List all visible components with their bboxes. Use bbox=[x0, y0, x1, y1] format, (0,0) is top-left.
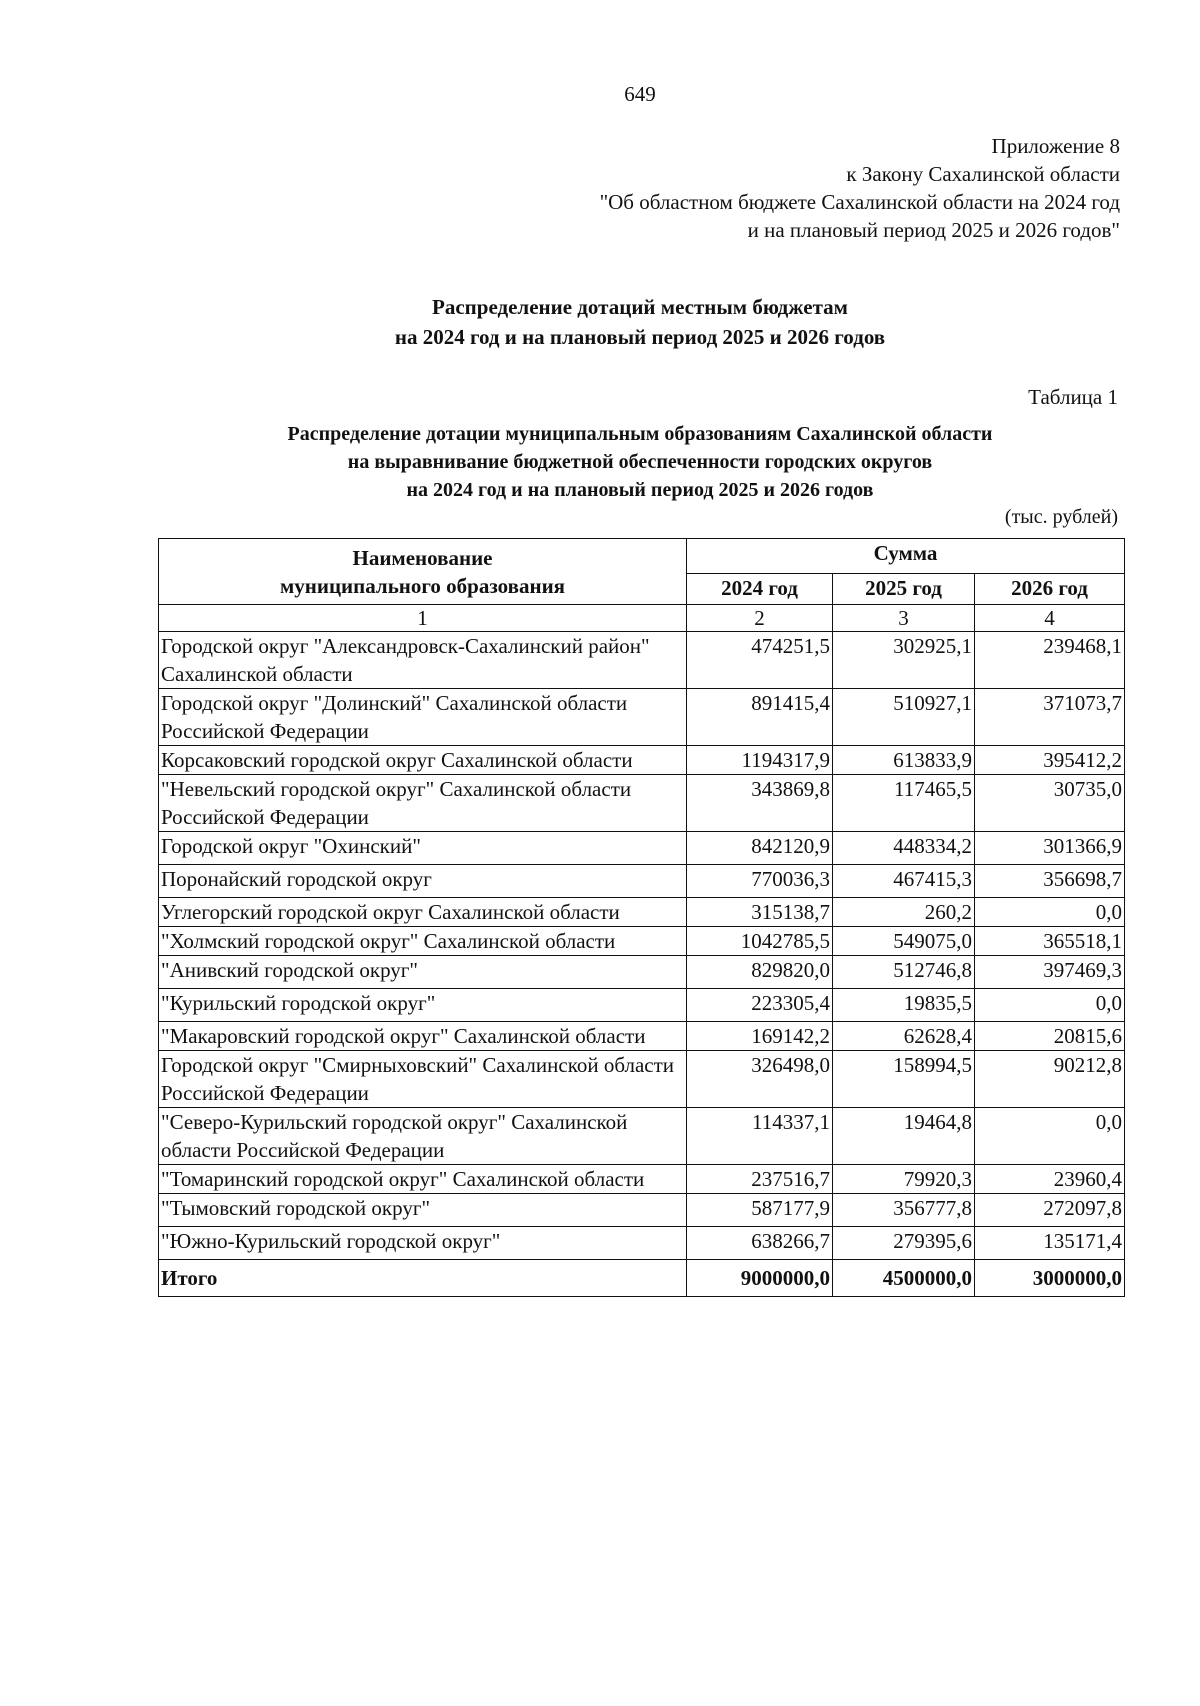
header-name bbox=[159, 539, 687, 605]
table-title-line: Распределение дотации муниципальным образованиям Сахалинской области bbox=[287, 423, 993, 445]
table-label: Таблица 1 bbox=[1028, 385, 1118, 409]
value-2026: 20815,6 bbox=[975, 1022, 1125, 1051]
table-row bbox=[159, 1108, 1125, 1165]
appendix-header bbox=[600, 132, 1120, 244]
table-row bbox=[159, 1165, 1125, 1194]
value-2026: 365518,1 bbox=[975, 927, 1125, 956]
value-2025: 62628,4 bbox=[833, 1022, 975, 1051]
value-2024: 891415,4 bbox=[687, 689, 833, 746]
municipality-name: Городской округ "Долинский" Сахалинской области Российской Федерации bbox=[159, 689, 687, 746]
value-2024: 1042785,5 bbox=[687, 927, 833, 956]
header-year: 2024 год bbox=[687, 574, 833, 605]
header-name-line: муниципального образования bbox=[279, 573, 566, 598]
municipality-name: "Тымовский городской округ" bbox=[159, 1194, 687, 1227]
appendix-line: к Закону Сахалинской области bbox=[846, 162, 1120, 186]
appendix-line: Приложение 8 bbox=[991, 134, 1120, 158]
table-title bbox=[0, 420, 1200, 504]
value-2026: 272097,8 bbox=[975, 1194, 1125, 1227]
table-title-line: на 2024 год и на плановый период 2025 и 2026 годов bbox=[406, 479, 874, 501]
table-row bbox=[159, 956, 1125, 989]
municipality-name: Городской округ "Охинский" bbox=[159, 832, 687, 865]
header-year: 2026 год bbox=[975, 574, 1125, 605]
main-title-line: Распределение дотаций местным бюджетам bbox=[432, 295, 848, 319]
table-row bbox=[159, 632, 1125, 689]
municipality-name: "Курильский городской округ" bbox=[159, 989, 687, 1022]
table-row bbox=[159, 775, 1125, 832]
value-2026: 356698,7 bbox=[975, 865, 1125, 898]
value-2025: 549075,0 bbox=[833, 927, 975, 956]
value-2025: 260,2 bbox=[833, 898, 975, 927]
municipality-name: Корсаковский городской округ Сахалинской области bbox=[159, 746, 687, 775]
value-2024: 587177,9 bbox=[687, 1194, 833, 1227]
value-2024: 829820,0 bbox=[687, 956, 833, 989]
total-row bbox=[159, 1260, 1125, 1297]
header-sum: Сумма bbox=[687, 539, 1125, 574]
table-row bbox=[159, 1022, 1125, 1051]
value-2026: 135171,4 bbox=[975, 1227, 1125, 1260]
value-2024: 315138,7 bbox=[687, 898, 833, 927]
value-2024: 237516,7 bbox=[687, 1165, 833, 1194]
header-name-line: Наименование bbox=[352, 545, 493, 570]
main-title-line: на 2024 год и на плановый период 2025 и 2026 годов bbox=[394, 325, 886, 349]
municipality-name: "Невельский городской округ" Сахалинской области Российской Федерации bbox=[159, 775, 687, 832]
value-2024: 169142,2 bbox=[687, 1022, 833, 1051]
municipality-name: "Макаровский городской округ" Сахалинской области bbox=[159, 1022, 687, 1051]
value-2024: 114337,1 bbox=[687, 1108, 833, 1165]
value-2026: 371073,7 bbox=[975, 689, 1125, 746]
value-2025: 19835,5 bbox=[833, 989, 975, 1022]
total-2024: 9000000,0 bbox=[687, 1260, 833, 1297]
value-2025: 613833,9 bbox=[833, 746, 975, 775]
value-2026: 90212,8 bbox=[975, 1051, 1125, 1108]
municipality-name: Городской округ "Александровск-Сахалинский район" Сахалинской области bbox=[159, 632, 687, 689]
value-2025: 117465,5 bbox=[833, 775, 975, 832]
value-2024: 326498,0 bbox=[687, 1051, 833, 1108]
municipality-name: Поронайский городской округ bbox=[159, 865, 687, 898]
table-row bbox=[159, 1051, 1125, 1108]
total-2026: 3000000,0 bbox=[975, 1260, 1125, 1297]
value-2026: 0,0 bbox=[975, 898, 1125, 927]
table-row bbox=[159, 927, 1125, 956]
main-title bbox=[0, 292, 1200, 352]
value-2024: 223305,4 bbox=[687, 989, 833, 1022]
value-2024: 474251,5 bbox=[687, 632, 833, 689]
table-row bbox=[159, 898, 1125, 927]
value-2024: 770036,3 bbox=[687, 865, 833, 898]
value-2024: 343869,8 bbox=[687, 775, 833, 832]
value-2026: 23960,4 bbox=[975, 1165, 1125, 1194]
value-2026: 30735,0 bbox=[975, 775, 1125, 832]
municipality-name: "Южно-Курильский городской округ" bbox=[159, 1227, 687, 1260]
municipality-name: "Холмский городской округ" Сахалинской области bbox=[159, 927, 687, 956]
column-number: 4 bbox=[975, 605, 1125, 632]
value-2024: 638266,7 bbox=[687, 1227, 833, 1260]
municipality-name: "Северо-Курильский городской округ" Сахалинской области Российской Федерации bbox=[159, 1108, 687, 1165]
value-2025: 512746,8 bbox=[833, 956, 975, 989]
value-2025: 158994,5 bbox=[833, 1051, 975, 1108]
municipality-name: Углегорский городской округ Сахалинской области bbox=[159, 898, 687, 927]
value-2025: 19464,8 bbox=[833, 1108, 975, 1165]
value-2025: 279395,6 bbox=[833, 1227, 975, 1260]
page-number: 649 bbox=[624, 82, 656, 106]
column-number: 3 bbox=[833, 605, 975, 632]
total-2025: 4500000,0 bbox=[833, 1260, 975, 1297]
value-2025: 356777,8 bbox=[833, 1194, 975, 1227]
table-row bbox=[159, 689, 1125, 746]
value-2024: 1194317,9 bbox=[687, 746, 833, 775]
municipality-name: "Анивский городской округ" bbox=[159, 956, 687, 989]
appendix-line: "Об областном бюджете Сахалинской области на 2024 год bbox=[599, 190, 1120, 214]
table-row bbox=[159, 1227, 1125, 1260]
value-2025: 510927,1 bbox=[833, 689, 975, 746]
column-number: 2 bbox=[687, 605, 833, 632]
value-2026: 0,0 bbox=[975, 989, 1125, 1022]
units-label: (тыс. рублей) bbox=[1004, 506, 1118, 528]
value-2026: 0,0 bbox=[975, 1108, 1125, 1165]
value-2025: 302925,1 bbox=[833, 632, 975, 689]
table-row bbox=[159, 746, 1125, 775]
value-2025: 79920,3 bbox=[833, 1165, 975, 1194]
value-2026: 239468,1 bbox=[975, 632, 1125, 689]
table-title-line: на выравнивание бюджетной обеспеченности городских округов bbox=[347, 451, 933, 473]
value-2024: 842120,9 bbox=[687, 832, 833, 865]
value-2026: 301366,9 bbox=[975, 832, 1125, 865]
table-row bbox=[159, 832, 1125, 865]
table-row bbox=[159, 989, 1125, 1022]
appendix-line: и на плановый период 2025 и 2026 годов" bbox=[747, 218, 1120, 242]
total-label: Итого bbox=[159, 1260, 687, 1297]
column-number: 1 bbox=[159, 605, 687, 632]
budget-table bbox=[158, 538, 1125, 1297]
value-2026: 395412,2 bbox=[975, 746, 1125, 775]
table-row bbox=[159, 865, 1125, 898]
value-2025: 467415,3 bbox=[833, 865, 975, 898]
header-year: 2025 год bbox=[833, 574, 975, 605]
value-2026: 397469,3 bbox=[975, 956, 1125, 989]
table-row bbox=[159, 1194, 1125, 1227]
municipality-name: Городской округ "Смирныховский" Сахалинской области Российской Федерации bbox=[159, 1051, 687, 1108]
municipality-name: "Томаринский городской округ" Сахалинской области bbox=[159, 1165, 687, 1194]
value-2025: 448334,2 bbox=[833, 832, 975, 865]
